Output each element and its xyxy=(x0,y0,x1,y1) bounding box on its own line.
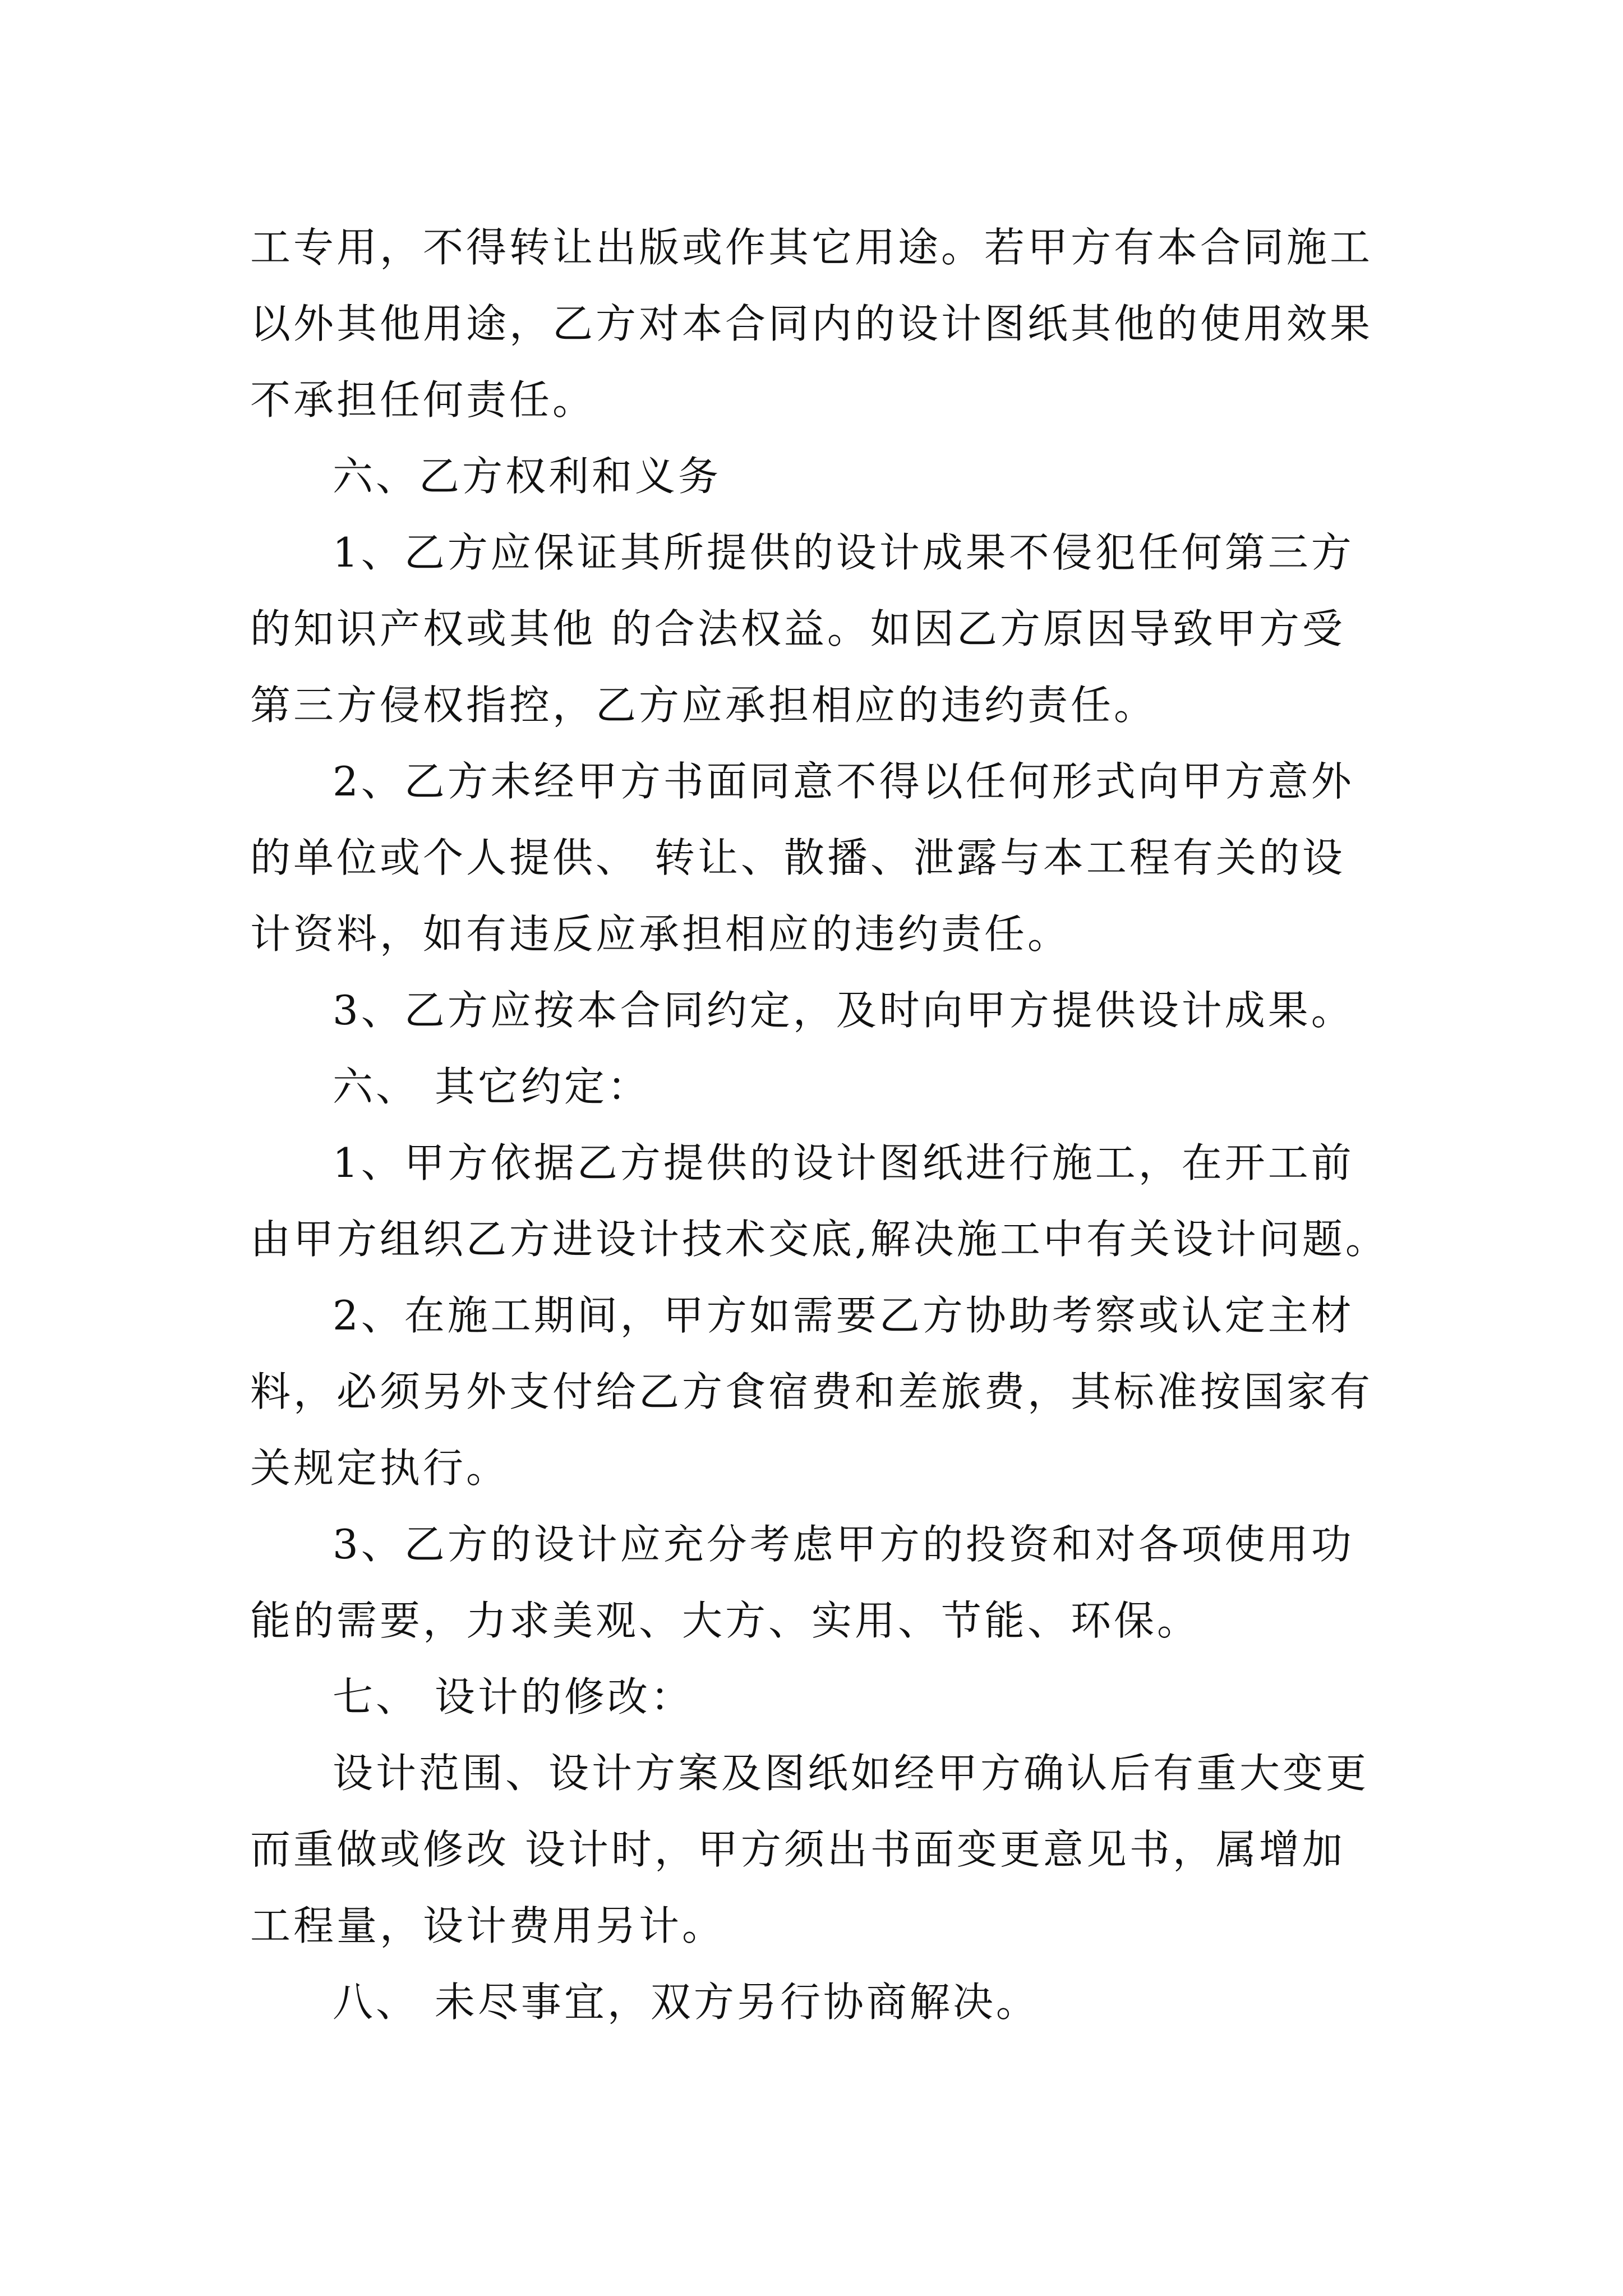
text-line: 2、乙方未经甲方书面同意不得以任何形式向甲方意外 xyxy=(333,758,1354,805)
text-line: 的单位或个人提供、 转让、散播、泄露与本工程有关的设 xyxy=(250,834,1345,881)
text-line: 1、乙方应保证其所提供的设计成果不侵犯任何第三方 xyxy=(333,529,1354,576)
text-line: 由甲方组织乙方进设计技术交底,解决施工中有关设计问题。 xyxy=(250,1216,1389,1263)
text-line: 2、在施工期间，甲方如需要乙方协助考察或认定主材 xyxy=(333,1292,1354,1339)
text-line: 第三方侵权指控，乙方应承担相应的违约责任。 xyxy=(250,682,1158,729)
text-line: 计资料，如有违反应承担相应的违约责任。 xyxy=(250,910,1071,958)
text-line: 1、甲方依据乙方提供的设计图纸进行施工，在开工前 xyxy=(333,1139,1354,1186)
text-line: 3、乙方应按本合同约定，及时向甲方提供设计成果。 xyxy=(333,987,1354,1034)
section-heading: 六、乙方权利和义务 xyxy=(333,453,722,500)
text-line: 3、乙方的设计应充分考虑甲方的投资和对各项使用功 xyxy=(333,1521,1354,1568)
text-line: 以外其他用途，乙方对本合同内的设计图纸其他的使用效果 xyxy=(250,300,1373,347)
text-line: 能的需要，力求美观、大方、实用、节能、环保。 xyxy=(250,1597,1201,1644)
text-line: 工程量，设计费用另计。 xyxy=(250,1902,726,1949)
text-line: 料，必须另外支付给乙方食宿费和差旅费，其标准按国家有 xyxy=(250,1368,1373,1415)
section-heading: 八、 未尽事宜，双方另行协商解决。 xyxy=(333,1978,1039,2026)
section-heading: 七、 设计的修改： xyxy=(333,1673,694,1720)
text-line: 设计范围、设计方案及图纸如经甲方确认后有重大变更 xyxy=(333,1750,1370,1797)
text-line: 而重做或修改 设计时，甲方须出书面变更意见书，属增加 xyxy=(250,1826,1345,1873)
text-line: 关规定执行。 xyxy=(250,1444,510,1492)
text-line: 工专用，不得转让出版或作其它用途。若甲方有本合同施工 xyxy=(250,224,1373,271)
section-heading: 六、 其它约定： xyxy=(333,1063,651,1110)
text-line: 的知识产权或其他 的合法权益。如因乙方原因导致甲方受 xyxy=(250,605,1345,652)
text-line: 不承担任何责任。 xyxy=(250,376,596,424)
